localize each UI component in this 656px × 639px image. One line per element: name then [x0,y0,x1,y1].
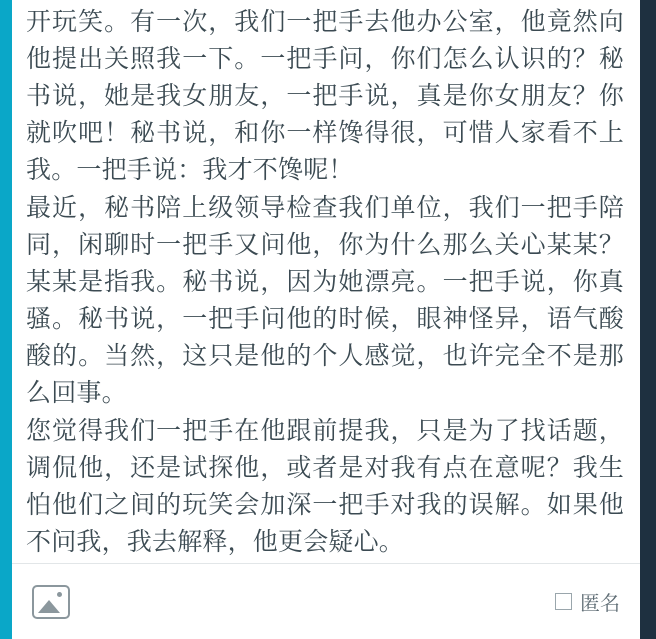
left-accent-bar [0,0,12,639]
anonymous-checkbox[interactable] [555,593,572,610]
image-icon-mountain [38,600,60,613]
editor-content [12,0,640,639]
post-paragraph-1: 开玩笑。有一次，我们一把手去他办公室，他竟然向他提出关照我一下。一把手问，你们怎么认识的？秘书说，她是我女朋友，一把手说，真是你女朋友？你就吹吧！秘书说，和你一样馋得很，可惜人家看不上我。一把手说：我才不馋呢！ [26,8,624,184]
anonymous-label: 匿名 [580,593,620,615]
right-side-panel [640,0,656,639]
post-paragraph-3: 您觉得我们一把手在他跟前提我，只是为了找话题，调侃他，还是试探他，或者是对我有点在意呢？我生怕他们之间的玩笑会加深一把手对我的误解。如果他不问我，我去解释，他更会疑心。 [26,417,624,556]
editor-toolbar [12,564,640,639]
post-paragraph-2: 最近，秘书陪上级领导检查我们单位，我们一把手陪同，闲聊时一把手又问他，你为什么那么关心某某？某某是指我。秘书说，因为她漂亮。一把手说，你真骚。秘书说，一把手问他的时候，眼神怪异，语气酸酸的。当然，这只是他的个人感觉，也许完全不是那么回事。 [26,194,624,407]
image-icon-sun [57,592,62,597]
post-text-area[interactable] [12,0,640,639]
anonymous-toggle[interactable] [555,587,620,616]
image-icon[interactable] [32,585,70,619]
